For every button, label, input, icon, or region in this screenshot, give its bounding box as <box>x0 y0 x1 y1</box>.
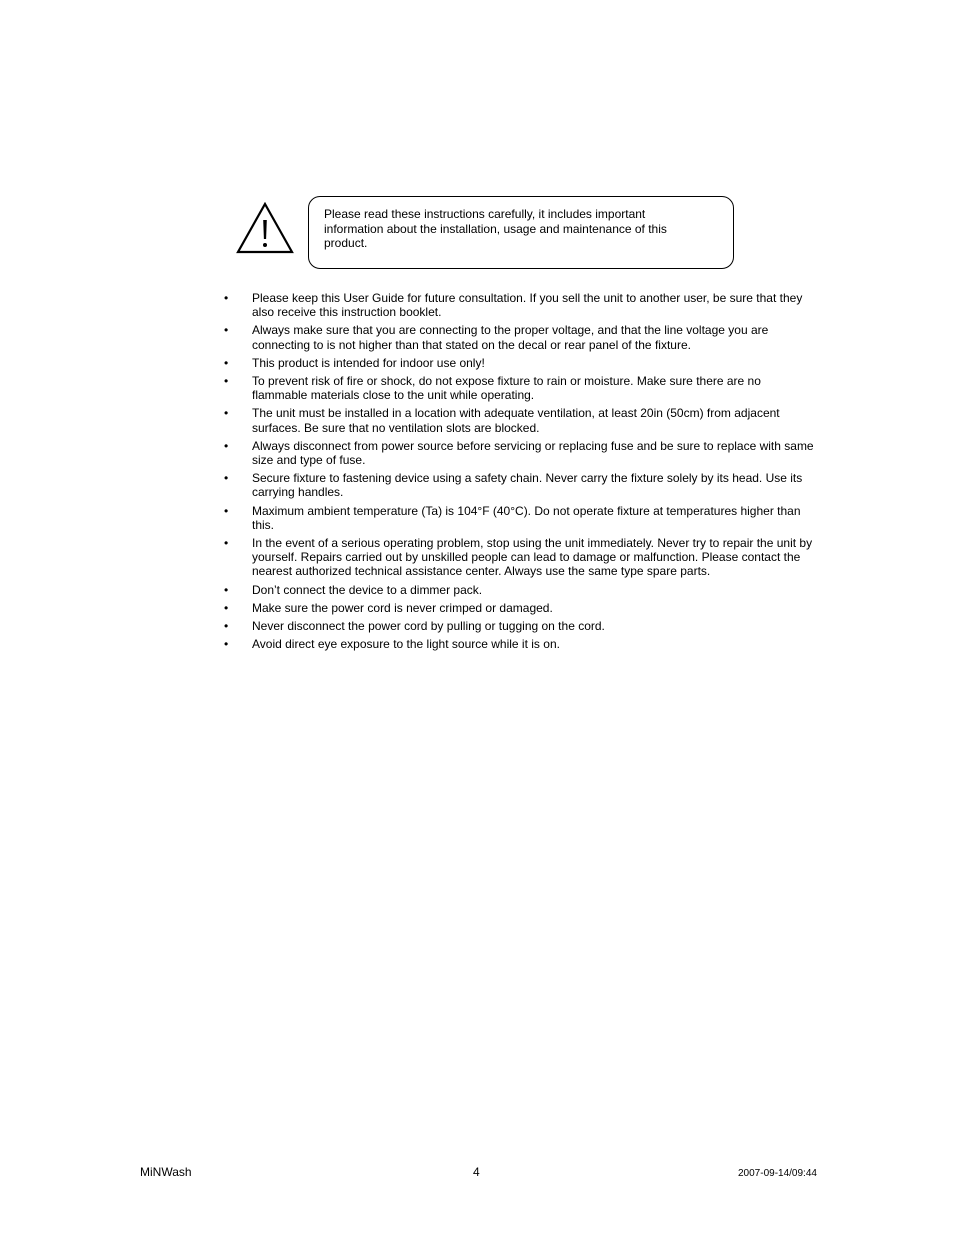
safety-instructions-list <box>224 291 814 655</box>
list-item <box>224 323 814 351</box>
list-item <box>224 471 814 499</box>
list-item-text: Never disconnect the power cord by pulling or tugging on the cord. <box>252 619 605 634</box>
list-item-text: To prevent risk of fire or shock, do not expose fixture to rain or moisture. Make sure there are no flammable materials close to the unit while operating. <box>252 374 761 403</box>
list-item-text: Secure fixture to fastening device using a safety chain. Never carry the fixture solely by its head. Use its carrying handles. <box>252 471 803 500</box>
list-item-text: The unit must be installed in a location with adequate ventilation, at least 20in (50cm) from adjacent surfaces. Be sure that no ventilation slots are blocked. <box>252 406 780 435</box>
list-item <box>224 504 814 532</box>
list-item <box>224 406 814 434</box>
bullet-marker: • <box>224 438 229 453</box>
list-item-text: Make sure the power cord is never crimped or damaged. <box>252 600 553 615</box>
bullet-marker: • <box>224 582 229 597</box>
list-item-text: Please keep this User Guide for future consultation. If you sell the unit to another user, be sure that they also receive this instruction booklet. <box>252 291 803 320</box>
list-item-text: Always make sure that you are connecting to the proper voltage, and that the line voltage you are connecting to is not higher than that stated on the decal or rear panel of the fixture. <box>252 323 769 352</box>
bullet-marker: • <box>224 291 229 305</box>
list-item <box>224 536 814 579</box>
bullet-marker: • <box>224 619 229 634</box>
bullet-marker: • <box>224 600 229 615</box>
list-item <box>224 291 814 319</box>
warning-triangle-icon <box>236 202 294 254</box>
footer-page-number: 4 <box>473 1165 480 1179</box>
list-item <box>224 439 814 467</box>
list-item <box>224 601 814 615</box>
list-item-text: This product is intended for indoor use only! <box>252 355 485 370</box>
bullet-marker: • <box>224 471 229 486</box>
bullet-marker: • <box>224 406 229 421</box>
bullet-marker: • <box>224 374 229 389</box>
list-item <box>224 374 814 402</box>
important-notice-box <box>308 196 734 269</box>
list-item-text: In the event of a serious operating problem, stop using the unit immediately. Never try to repair the unit by yourself. Repairs carried out by unskilled people can lead to damage or malfunction. Please contact the nearest authorized technical assistance center. Always use the same type spare parts. <box>252 536 813 579</box>
list-item <box>224 583 814 597</box>
list-item <box>224 619 814 633</box>
notice-text: Please read these instructions carefully, it includes important information about the installation, usage and maintenance of this product. <box>324 207 667 250</box>
list-item <box>224 356 814 370</box>
list-item-text: Maximum ambient temperature (Ta) is 104°F (40°C). Do not operate fixture at temperatures higher than this. <box>252 503 801 532</box>
bullet-marker: • <box>224 637 229 652</box>
bullet-marker: • <box>224 536 229 551</box>
footer-product-name: MiNWash <box>140 1165 192 1179</box>
bullet-marker: • <box>224 503 229 518</box>
list-item <box>224 637 814 651</box>
list-item-text: Avoid direct eye exposure to the light source while it is on. <box>252 637 560 652</box>
footer-timestamp: 2007-09-14/09:44 <box>738 1168 817 1179</box>
list-item-text: Don’t connect the device to a dimmer pack. <box>252 582 483 597</box>
list-item-text: Always disconnect from power source before servicing or replacing fuse and be sure to replace with same size and type of fuse. <box>252 438 814 468</box>
bullet-marker: • <box>224 323 229 338</box>
bullet-marker: • <box>224 355 229 370</box>
